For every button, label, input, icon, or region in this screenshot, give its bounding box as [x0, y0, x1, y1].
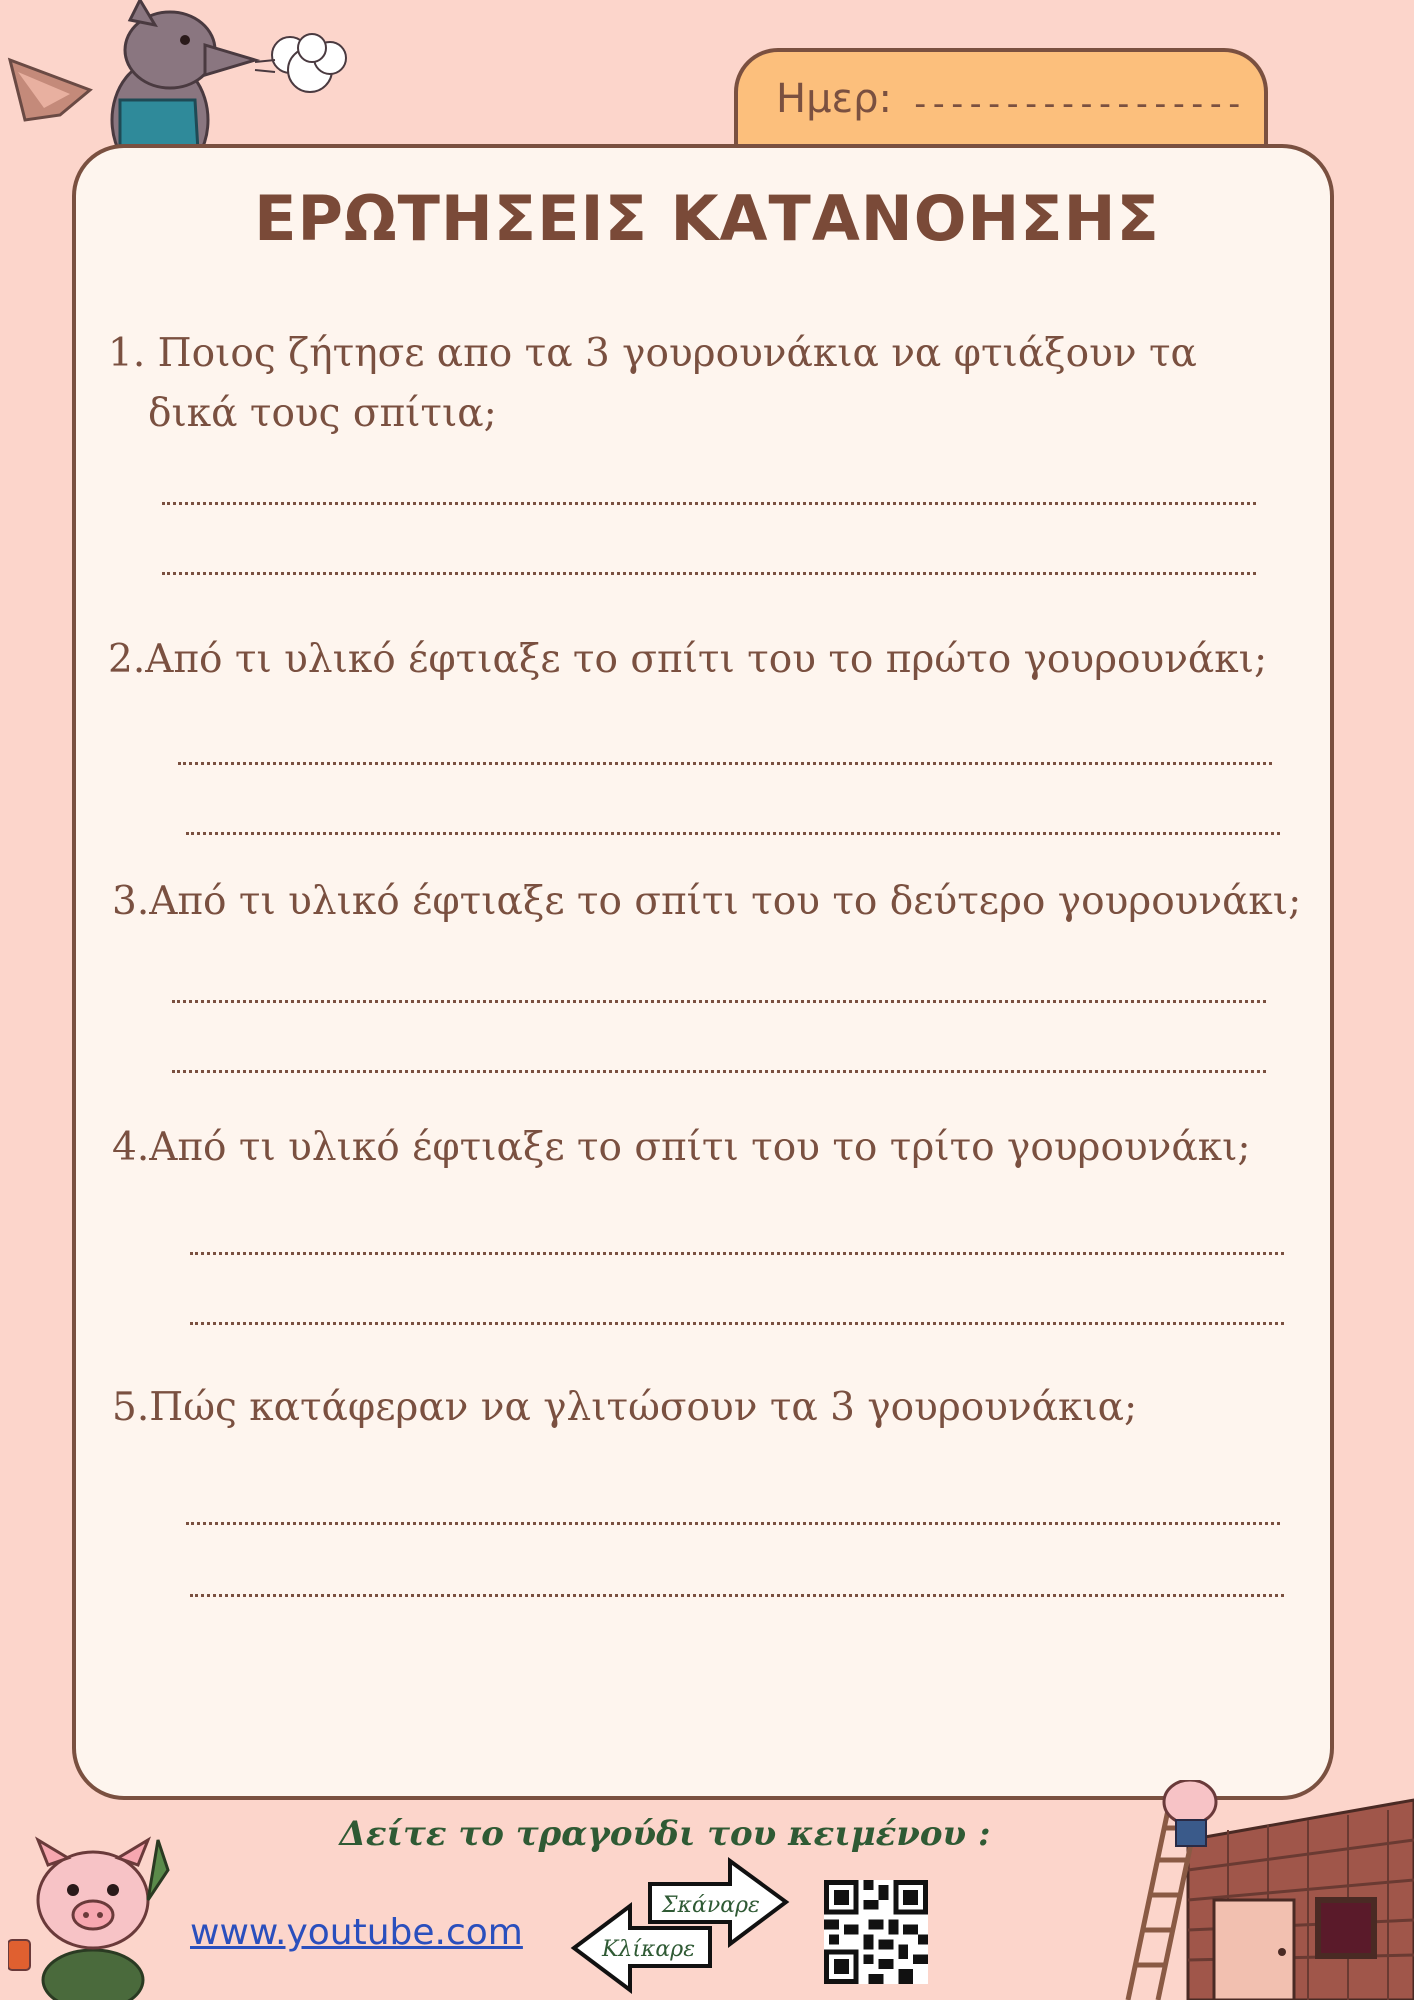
answer-line[interactable]: [172, 1066, 1266, 1073]
song-prompt: Δείτε το τραγούδι του κειμένου :: [339, 1814, 991, 1854]
scan-label: Σκάναρε: [662, 1893, 760, 1918]
question-number: 5.: [112, 1385, 150, 1430]
answer-line[interactable]: [178, 758, 1272, 765]
question-text: Από τι υλικό έφτιαξε το σπίτι του το δεύτερο γουρουνάκι;: [149, 879, 1302, 924]
question-number: 3.: [112, 879, 150, 924]
question-text: Από τι υλικό έφτιαξε το σπίτι του το πρώτο γουρουνάκι;: [145, 637, 1268, 682]
question-text-continued: δικά τους σπίτια;: [148, 391, 497, 436]
answer-line[interactable]: [162, 568, 1256, 575]
question-number: 1.: [108, 331, 146, 376]
qr-code-icon[interactable]: [824, 1880, 928, 1984]
question-text: Από τι υλικό έφτιαξε το σπίτι του το τρίτο γουρουνάκι;: [149, 1125, 1251, 1170]
answer-line[interactable]: [186, 1518, 1280, 1525]
question-1: [108, 324, 1278, 444]
question-text: Ποιος ζήτησε απο τα 3 γουρουνάκια να φτιάξουν τα: [157, 331, 1197, 376]
pig-with-trowel-illustration: [8, 1830, 178, 2000]
question-number: 2.: [108, 637, 146, 682]
page-title: ΕΡΩΤΗΣΕΙΣ ΚΑΤΑΝΟΗΣΗΣ: [254, 182, 1160, 255]
youtube-link[interactable]: www.youtube.com: [190, 1912, 523, 1953]
date-label: Ημερ:: [776, 76, 893, 122]
date-blank[interactable]: ------------------: [910, 84, 1243, 124]
question-5: [112, 1378, 1137, 1438]
answer-line[interactable]: [190, 1318, 1284, 1325]
pig-house-illustration: [1118, 1780, 1414, 2000]
question-number: 4.: [112, 1125, 150, 1170]
question-2: [108, 630, 1267, 690]
answer-line[interactable]: [186, 828, 1280, 835]
question-4: [112, 1118, 1251, 1178]
question-text: Πώς κατάφεραν να γλιτώσουν τα 3 γουρουνάκια;: [149, 1385, 1138, 1430]
scan-click-arrows: [560, 1856, 800, 1996]
answer-line[interactable]: [172, 996, 1266, 1003]
answer-line[interactable]: [162, 498, 1256, 505]
answer-line[interactable]: [190, 1248, 1284, 1255]
question-3: [112, 872, 1301, 932]
answer-line[interactable]: [190, 1590, 1284, 1597]
click-label: Κλίκαρε: [602, 1937, 696, 1962]
